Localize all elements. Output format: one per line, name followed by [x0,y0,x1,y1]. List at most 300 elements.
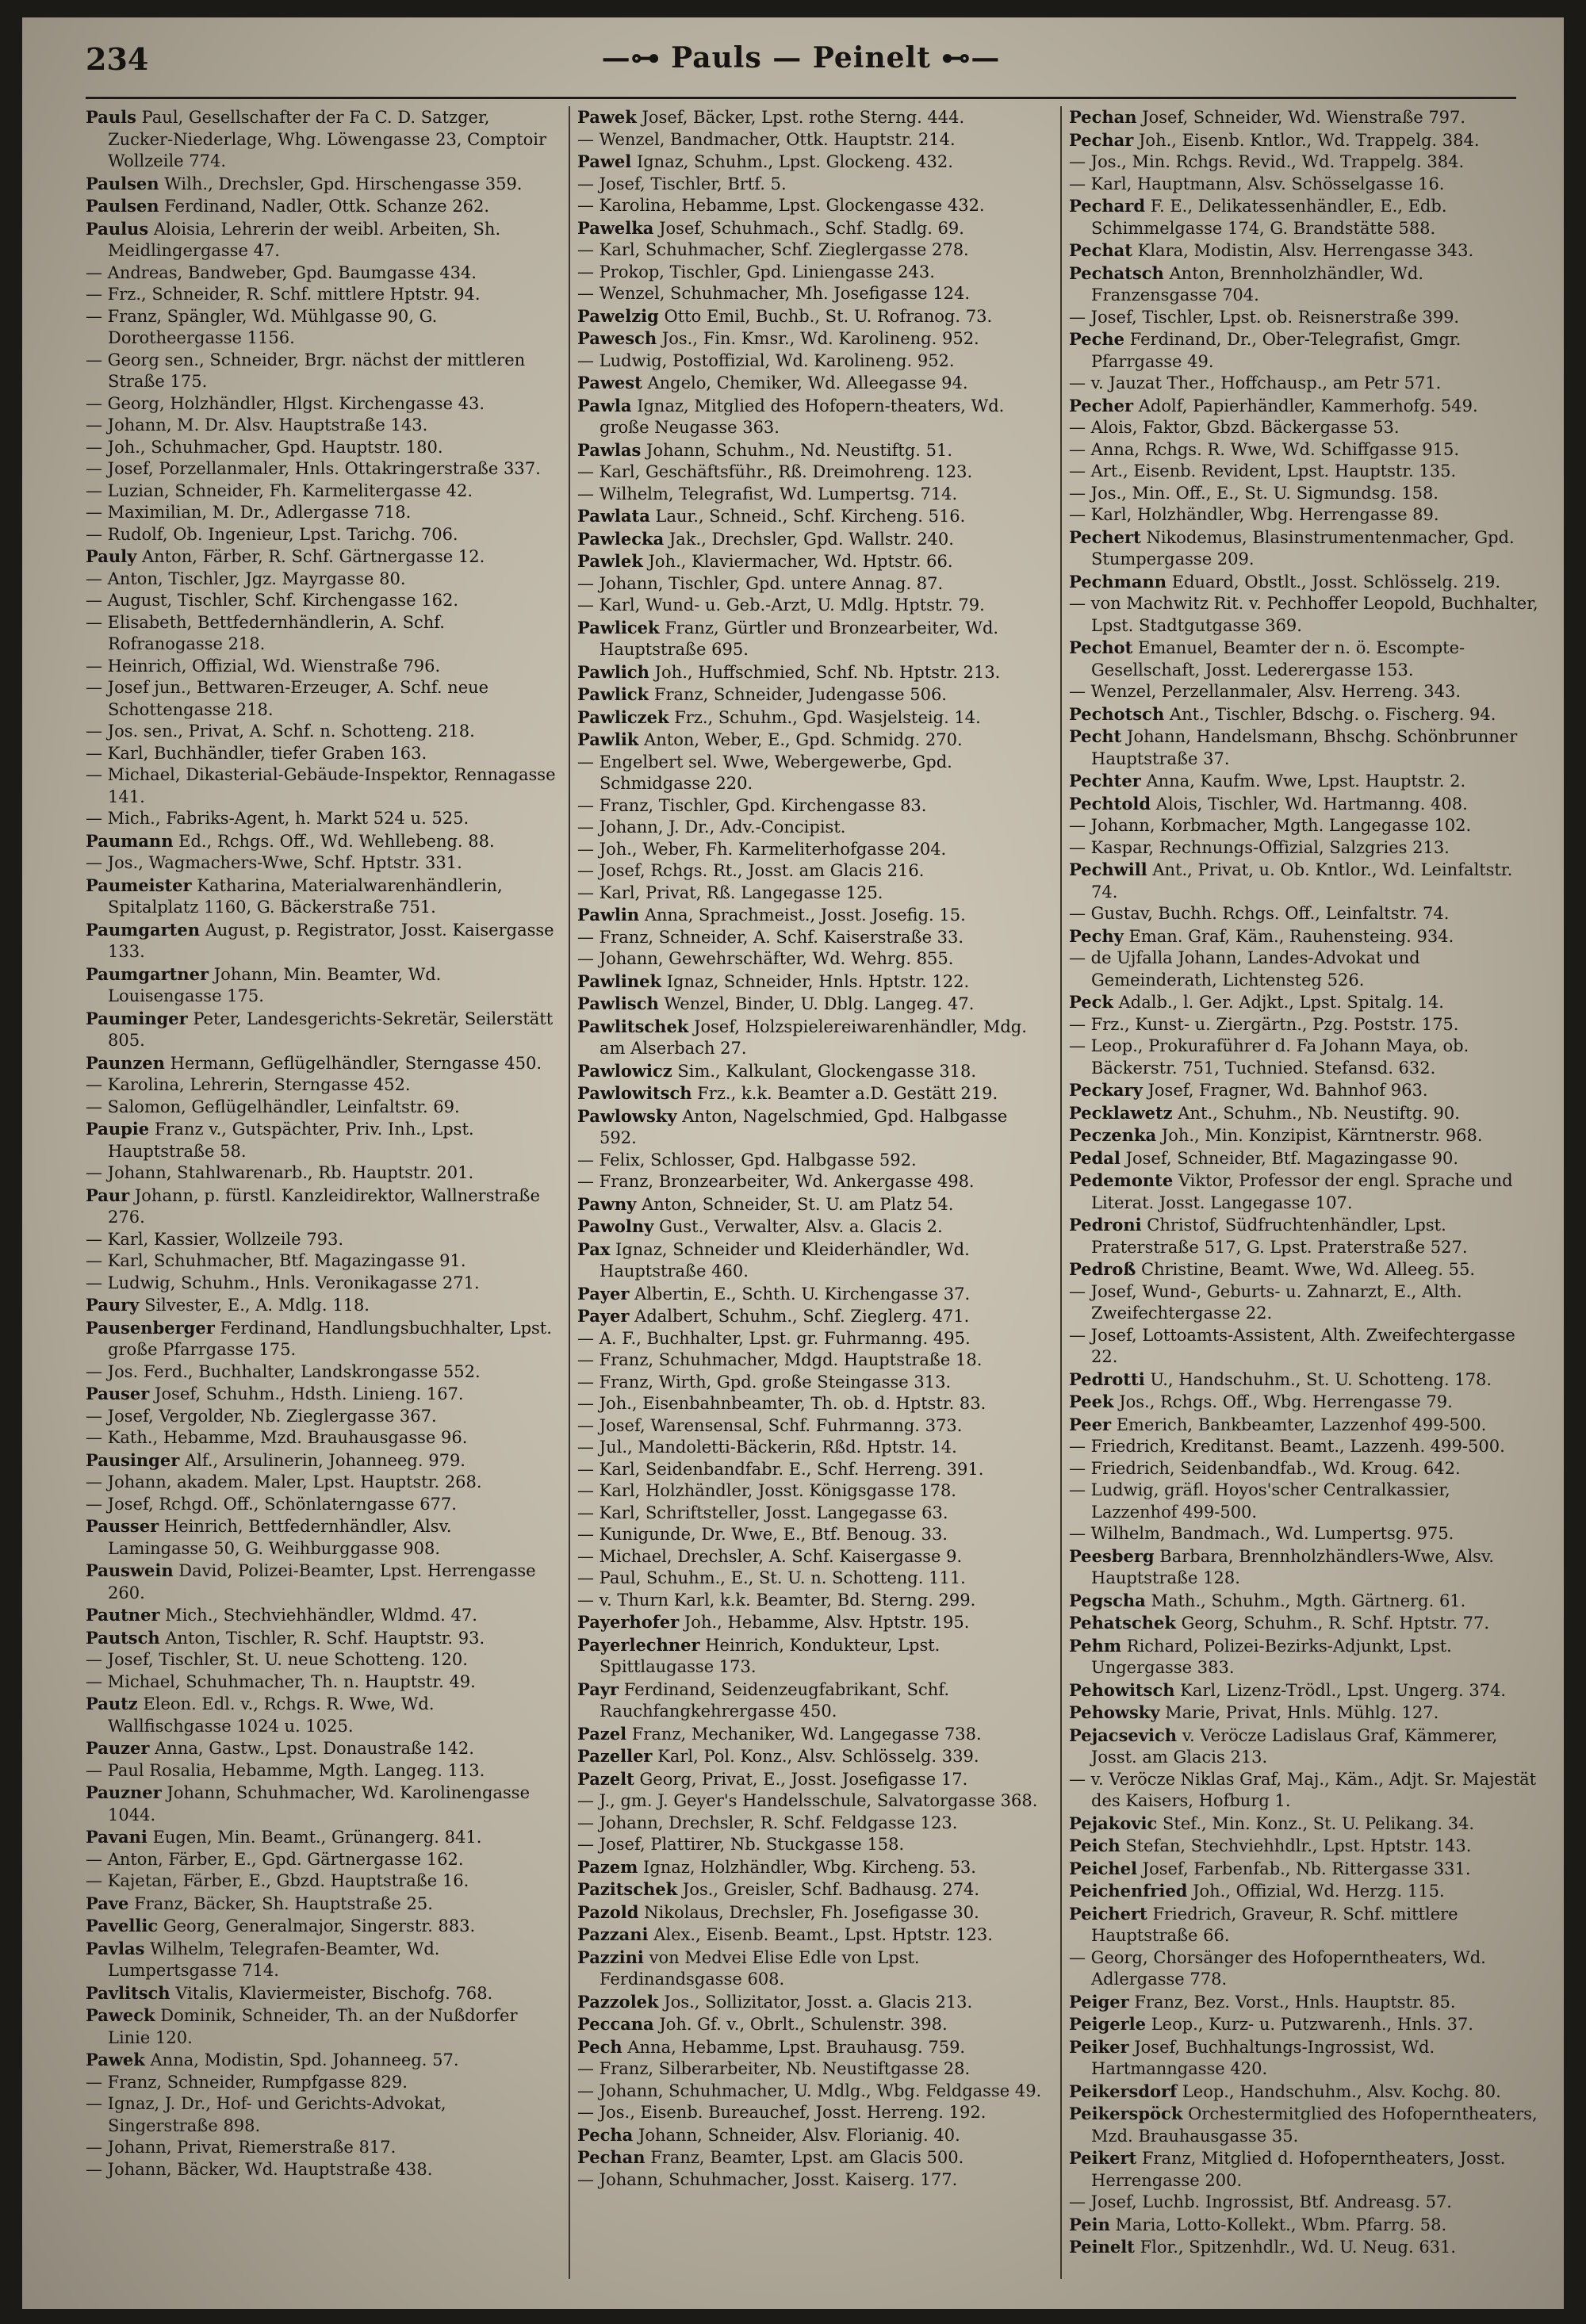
entry-details: — Jul., Mandoletti-Bäckerin, Rßd. Hptstr. 14. [577,1438,957,1457]
entry-details: — Franz, Tischler, Gpd. Kirchengasse 83. [577,795,927,815]
column-divider [569,106,570,2279]
entry-details: Ignaz, Schuhm., Lpst. Glockeng. 432. [636,152,953,171]
directory-entry [86,2049,557,2072]
entry-surname: Peinelt [1069,2237,1135,2257]
directory-entry [86,502,557,524]
directory-entry [577,1524,1048,1546]
directory-entry [577,1768,1048,1791]
directory-entry [86,480,557,503]
directory-entry [577,350,1048,373]
directory-entry [577,1790,1048,1813]
entry-surname: Peich [1069,1836,1121,1855]
directory-entry [577,2013,1048,2036]
entry-details: — Josef, Wund-, Geburts- u. Zahnarzt, E., Alth. Zweifechtergasse 22. [1069,1281,1462,1323]
directory-entry [86,1515,557,1560]
entry-details: — Johann, Privat, Riemerstraße 817. [86,2138,396,2157]
entry-surname: Pawelka [577,217,654,238]
entry-surname: Pawla [577,395,632,415]
directory-entry [577,1480,1048,1503]
entry-details: Hermann, Geflügelhändler, Sterngasse 450. [170,1053,542,1073]
directory-entry [1069,903,1540,925]
directory-entry [86,106,557,173]
entry-surname: Pawlecka [577,528,665,549]
entry-details: Alois, Tischler, Wd. Hartmanng. 408. [1155,794,1468,814]
directory-entry [1069,417,1540,439]
entry-details: Johann, Min. Beamter, Wd. Louisengasse 175. [108,964,442,1005]
entry-details: Franz, Mechaniker, Wd. Langegasse 738. [631,1724,982,1744]
entry-surname: Peche [1069,329,1125,349]
entry-details: Josef, Buchhaltungs-Ingrossist, Wd. Hartmanngasse 420. [1091,2037,1435,2078]
directory-entry [86,1627,557,1650]
entry-surname: Pazeller [577,1746,653,1766]
entry-details: Laur., Schneid., Schf. Kircheng. 516. [655,507,966,526]
entry-details: — Wenzel, Schuhmacher, Mh. Josefigasse 124. [577,284,971,303]
directory-entry [86,284,557,306]
entry-surname: Pehm [1069,1635,1122,1656]
entry-details: Richard, Polizei-Bezirks-Adjunkt, Lpst. Ungergasse 383. [1091,1636,1452,1677]
directory-entry [1069,1079,1540,1102]
directory-entry [1069,1325,1540,1369]
directory-entry [86,458,557,480]
running-title: —⊶ Pauls — Peinelt ⊷— [601,41,1001,75]
entry-details: — Heinrich, Offizial, Wd. Wienstraße 796. [86,656,441,676]
entry-surname: Peesberg [1069,1545,1155,1566]
directory-entry [1069,815,1540,837]
directory-entry [86,1870,557,1893]
directory-entry [1069,1702,1540,1725]
entry-details: — Friedrich, Kreditanst. Beamt., Lazzenh. 499-500. [1069,1437,1505,1456]
entry-surname: Pauzer [86,1738,150,1758]
directory-entry [1069,1124,1540,1147]
entry-surname: Pauly [86,546,137,566]
entry-details: — Karl, Schriftsteller, Josst. Langegasse 63. [577,1503,948,1522]
directory-entry [577,1216,1048,1239]
entry-details: Franz, Gürtler und Bronzearbeiter, Wd. Hauptstraße 695. [600,618,999,659]
directory-entry [577,2058,1048,2081]
entry-details: — Art., Eisenb. Revident, Lpst. Hauptstr. 135. [1069,461,1457,480]
entry-surname: Pazelt [577,1768,634,1789]
directory-entry [86,218,557,262]
entry-details: Eduard, Obstlt., Josst. Schlösselg. 219. [1171,572,1501,592]
entry-details: F. E., Delikatessenhändler, E., Edb. Schimmelgasse 174, G. Brandstätte 588. [1091,197,1447,238]
entry-details: — Rudolf, Ob. Ingenieur, Lpst. Tarichg. 706. [86,524,458,544]
directory-entry [1069,1414,1540,1437]
entry-details: — Georg, Holzhändler, Hlgst. Kirchengasse 43. [86,393,485,413]
entry-surname: Pechmann [1069,571,1167,592]
directory-entry [1069,504,1540,526]
entry-details: Anton, Brennholzhändler, Wd. Franzensgasse 704. [1091,263,1424,304]
directory-entry [86,764,557,808]
entry-surname: Pawel [577,151,632,171]
directory-entry [86,677,557,721]
directory-entry [1069,129,1540,152]
entry-surname: Pawest [577,373,642,392]
entry-surname: Pawelzig [577,305,659,326]
entry-details: Franz, Mitglied d. Hofoperntheaters, Josst. Herrengasse 200. [1091,2149,1506,2190]
entry-details: — Kath., Hebamme, Mzd. Brauhausgasse 96. [86,1428,468,1447]
entry-surname: Paupie [86,1119,150,1139]
entry-details: — Alois, Faktor, Gbzd. Bäckergasse 53. [1069,418,1400,437]
entry-surname: Pawlicek [577,617,660,637]
directory-entry [1069,1214,1540,1258]
directory-entry [1069,1590,1540,1613]
entry-details: Franz, Schneider, Judengasse 506. [653,685,947,704]
directory-entry [86,1693,557,1737]
entry-surname: Pawlick [577,684,649,704]
directory-entry [86,1427,557,1449]
entry-surname: Pedroni [1069,1215,1142,1235]
entry-details: — v. Thurn Karl, k.k. Beamter, Bd. Sterng. 299. [577,1590,976,1610]
directory-entry [86,1826,557,1849]
entry-details: Josef, Fragner, Wd. Bahnhof 963. [1147,1081,1428,1100]
directory-entry [1069,1835,1540,1858]
entry-details: — August, Tischler, Schf. Kirchengasse 162. [86,591,459,610]
directory-entry [86,1185,557,1229]
directory-entry [1069,925,1540,948]
entry-details: Johann, Handelsmann, Bhschg. Schönbrunner Hauptstraße 37. [1091,727,1518,768]
entry-details: Ferdinand, Nadler, Ottk. Schanze 262. [164,197,490,216]
entry-details: — Johann, Bäcker, Wd. Hauptstraße 438. [86,2159,433,2179]
entry-details: — Josef, Plattirer, Nb. Stuckgasse 158. [577,1835,905,1854]
entry-surname: Pechot [1069,637,1133,657]
entry-details: U., Handschuhm., St. U. Schotteng. 178. [1150,1369,1492,1389]
entry-surname: Peigerle [1069,2014,1147,2034]
directory-entry [577,948,1048,971]
entry-details: Ignaz, Schneider und Kleiderhändler, Wd. Hauptstraße 460. [600,1239,970,1281]
directory-entry [1069,1991,1540,2014]
entry-details: — Michael, Schuhmacher, Th. n. Hauptstr. 49. [86,1671,476,1691]
entry-details: — Karl, Schuhmacher, Schf. Zieglergasse 278. [577,240,969,259]
entry-surname: Paumgartner [86,963,209,984]
entry-details: — Ludwig, Schuhm., Hnls. Veronikagasse 271. [86,1273,480,1292]
directory-entry [86,1760,557,1782]
directory-entry [1069,681,1540,703]
directory-entry [86,2072,557,2094]
directory-entry [1069,1679,1540,1702]
directory-entry [577,1878,1048,1901]
entry-details: — Josef, Rchgd. Off., Schönlaterngasse 677. [86,1494,457,1514]
entry-details: — Maximilian, M. Dr., Adlergasse 718. [86,503,412,522]
entry-details: Adalbert, Schuhm., Schf. Zieglerg. 471. [634,1307,970,1326]
directory-entry [577,2036,1048,2059]
directory-entry [1069,461,1540,483]
entry-details: Josef, Schuhmach., Schf. Stadlg. 69. [659,218,964,238]
entry-surname: Pechwill [1069,860,1147,879]
entry-details: — Karl, Buchhändler, tiefer Graben 163. [86,743,427,763]
entry-surname: Pausser [86,1516,159,1536]
entry-details: Josef, Farbenfab., Nb. Rittergasse 331. [1142,1859,1471,1878]
directory-entry [86,590,557,612]
entry-details: — Salomon, Geflügelhändler, Leinfaltstr. 69. [86,1097,460,1116]
directory-entry [577,1082,1048,1105]
entry-surname: Pauswein [86,1560,174,1580]
directory-entry [86,1162,557,1185]
directory-entry [1069,703,1540,726]
entry-details: Anna, Kaufm. Wwe, Lpst. Hauptstr. 2. [1146,771,1466,791]
entry-details: Friedrich, Graveur, R. Schf. mittlere Hauptstraße 66. [1091,1904,1458,1945]
directory-entry [1069,328,1540,373]
entry-details: Joh., Min. Konzipist, Kärntnerstr. 968. [1161,1126,1483,1145]
entry-surname: Peer [1069,1414,1112,1434]
directory-entry [1069,395,1540,418]
directory-entry [1069,1813,1540,1836]
entry-details: Johann, Schuhmacher, Wd. Karolinengasse 1044. [108,1783,531,1824]
entry-details: — Josef, Lottoamts-Assistent, Alth. Zweifechtergasse 22. [1069,1325,1515,1366]
entry-details: — Anton, Tischler, Jgz. Mayrgasse 80. [86,569,406,588]
directory-entry [577,262,1048,284]
entry-details: Georg, Generalmajor, Singerstr. 883. [163,1916,476,1935]
entry-details: — Karolina, Lehrerin, Sterngasse 452. [86,1075,411,1094]
directory-entry [577,1350,1048,1372]
directory-entry [86,1472,557,1494]
entry-details: Maria, Lotto-Kollekt., Wbm. Pfarrg. 58. [1115,2215,1447,2234]
entry-surname: Peiger [1069,1991,1129,2012]
directory-entry [577,528,1048,551]
entry-details: — Andreas, Bandweber, Gpd. Baumgasse 434. [86,262,477,282]
entry-details: — Paul Rosalia, Hebamme, Mgth. Langeg. 113. [86,1760,485,1780]
entry-details: — Karl, Schuhmacher, Btf. Magazingasse 91. [86,1251,466,1270]
directory-entry [1069,2103,1540,2147]
entry-details: — Franz, Bronzearbeiter, Wd. Ankergasse 498. [577,1172,975,1191]
directory-entry [577,1546,1048,1568]
directory-entry [1069,1947,1540,1991]
directory-entry [1069,1014,1540,1036]
entry-details: Anna, Modistin, Spd. Johanneeg. 57. [150,2050,459,2069]
entry-surname: Pawek [577,107,637,127]
entry-surname: Pegscha [1069,1590,1146,1610]
directory-entry [577,305,1048,328]
entry-details: — Ludwig, gräfl. Hoyos'scher Centralkassier, Lazzenhof 499-500. [1069,1480,1450,1522]
entry-surname: Pavlitsch [86,1982,170,2003]
directory-entry [1069,262,1540,307]
entry-details: Nikolaus, Drechsler, Fh. Josefigasse 30. [644,1902,979,1922]
directory-entry [577,706,1048,729]
entry-surname: Pautner [86,1605,160,1625]
entry-surname: Pawek [86,2050,145,2069]
entry-details: Peter, Landesgerichts-Sekretär, Seilerstätt 805. [108,1009,554,1050]
directory-entry [86,262,557,285]
entry-surname: Pauzner [86,1782,162,1802]
entry-surname: Pazem [577,1856,638,1877]
directory-entry [86,2137,557,2159]
entry-surname: Pechy [1069,925,1124,946]
directory-entry [1069,1369,1540,1392]
entry-details: — Wenzel, Bandmacher, Ottk. Hauptstr. 214. [577,129,956,149]
entry-details: — Josef, Porzellanmaler, Hnls. Ottakringerstraße 337. [86,459,541,478]
entry-surname: Pedrotti [1069,1369,1145,1389]
directory-entry [86,1671,557,1694]
entry-details: Anton, Färber, R. Schf. Gärtnergasse 12. [141,547,485,566]
entry-surname: Pecher [1069,395,1134,415]
entry-details: Anton, Tischler, R. Schf. Hauptstr. 93. [165,1628,485,1648]
entry-surname: Pazzini [577,1947,644,1967]
directory-entry [1069,151,1540,174]
entry-surname: Pax [577,1239,611,1259]
directory-entry [577,795,1048,817]
entry-surname: Pautz [86,1694,138,1713]
directory-entry [1069,1147,1540,1170]
entry-details: Aloisia, Lehrerin der weibl. Arbeiten, Sh. Meidlingergasse 47. [108,219,501,260]
directory-entry [577,505,1048,528]
directory-entry [1069,174,1540,196]
directory-entry [86,1250,557,1273]
entry-details: Stef., Min. Konz., St. U. Pelikang. 34. [1163,1813,1475,1833]
directory-entry [1069,1725,1540,1769]
entry-surname: Pawlowsky [577,1105,677,1126]
directory-entry [86,743,557,765]
entry-surname: Pazitschek [577,1879,678,1899]
entry-details: Franz, Beamter, Lpst. am Glacis 500. [650,2148,964,2167]
directory-entry [577,1723,1048,1746]
directory-entry [86,1938,557,1982]
entry-surname: Pazzani [577,1924,649,1944]
directory-entry [577,1947,1048,1991]
entry-details: Ignaz, Schneider, Hnls. Hptstr. 122. [666,971,970,991]
entry-surname: Peiker [1069,2036,1129,2057]
entry-details: Barbara, Brennholzhändlers-Wwe, Alsv. Hauptstraße 128. [1091,1546,1494,1587]
directory-entry [86,546,557,569]
entry-details: — Gustav, Buchh. Rchgs. Off., Leinfaltstr. 74. [1069,904,1450,923]
entry-details: Mich., Stechviehhändler, Wldmd. 47. [165,1606,477,1625]
entry-details: Georg, Privat, E., Josst. Josefigasse 17. [639,1769,968,1789]
entry-details: Dominik, Schneider, Th. an der Nußdorfer Linie 120. [108,2006,518,2047]
entry-details: Vitalis, Klaviermeister, Bischofg. 768. [175,1983,493,2003]
entry-details: — Johann, Tischler, Gpd. untere Annag. 87. [577,573,944,593]
directory-page [22,17,1564,2309]
directory-entry [1069,1880,1540,1903]
directory-entry [1069,571,1540,594]
entry-surname: Pawolny [577,1216,654,1236]
entry-details: — Josef, Vergolder, Nb. Zieglergasse 367. [86,1406,437,1426]
directory-entry [1069,1612,1540,1635]
entry-details: — Franz, Wirth, Gpd. große Steingasse 313. [577,1372,952,1392]
directory-entry [577,2124,1048,2147]
entry-surname: Peikersdorf [1069,2081,1178,2101]
directory-entry [577,752,1048,795]
entry-surname: Paumann [86,830,174,851]
entry-details: Joh., Eisenb. Kntlor., Wd. Trappelg. 384. [1139,130,1480,150]
entry-surname: Pawlich [577,661,649,682]
directory-entry [86,1449,557,1472]
entry-details: — Johann, J. Dr., Adv.-Concipist. [577,817,846,837]
directory-entry [86,1074,557,1097]
entry-details: Joh. Gf. v., Obrlt., Schulenstr. 398. [659,2015,948,2034]
entry-surname: Pawlinek [577,971,662,991]
entry-details: — Leop., Prokuraführer d. Fa Johann Maya, ob. Bäckerstr. 751, Tuchnied. Stefansd. 632. [1069,1036,1469,1078]
directory-entry [86,721,557,743]
directory-entry [86,1649,557,1671]
entry-details: — Jos., Wagmachers-Wwe, Schf. Hptstr. 331. [86,853,462,872]
entry-surname: Pechotsch [1069,703,1165,724]
entry-surname: Pechert [1069,526,1141,547]
entry-details: — Georg sen., Schneider, Brgr. nächst der mittleren Straße 175. [86,350,526,391]
entry-details: Eman. Graf, Käm., Rauhensteing. 934. [1128,926,1454,946]
directory-entry [86,808,557,830]
entry-details: Sim., Kalkulant, Glockengasse 318. [677,1061,977,1081]
directory-entry [1069,373,1540,395]
entry-details: Jak., Drechsler, Gpd. Wallstr. 240. [668,529,954,549]
entry-details: — Michael, Dikasterial-Gebäude-Inspektor, Rennagasse 141. [86,765,556,806]
directory-entry [577,1503,1048,1525]
entry-details: Viktor, Professor der engl. Sprache und Literat. Josst. Langegasse 107. [1091,1171,1513,1212]
entry-surname: Payerhofer [577,1612,680,1632]
directory-entry [1069,2236,1540,2259]
directory-entry [577,839,1048,861]
directory-entry [577,904,1048,927]
entry-details: — Jos., Min. Rchgs. Revid., Wd. Trappelg. 384. [1069,152,1465,171]
entry-details: Jos., Fin. Kmsr., Wd. Karolineng. 952. [661,329,979,348]
directory-entry [1069,1545,1540,1590]
directory-entry [86,1560,557,1604]
entry-surname: Pausenberger [86,1317,215,1338]
entry-details: Stefan, Stechviehhdlr., Lpst. Hptstr. 143. [1125,1836,1472,1855]
directory-entry [86,173,557,196]
directory-entry [1069,726,1540,770]
directory-entry [577,927,1048,949]
directory-entry [1069,1769,1540,1813]
directory-entry [86,875,557,919]
entry-surname: Peczenka [1069,1125,1157,1145]
directory-entry [86,1383,557,1406]
entry-surname: Pawlin [577,905,640,925]
directory-entry [86,1982,557,2005]
directory-entry [1069,2081,1540,2104]
entry-surname: Pechan [1069,107,1137,127]
entry-details: — Wenzel, Perzellanmaler, Alsv. Herreng. 343. [1069,682,1461,701]
entry-surname: Pehowsky [1069,1702,1160,1722]
column-1 [86,106,557,2279]
entry-surname: Pawny [577,1193,637,1214]
entry-details: Georg, Schuhm., R. Schf. Hptstr. 77. [1181,1614,1490,1633]
directory-entry [577,1283,1048,1306]
entry-details: Leop., Handschuhm., Alsv. Kochg. 80. [1182,2081,1501,2101]
entry-details: Anna, Sprachmeist., Josst. Josefig. 15. [644,905,966,925]
entry-details: — Josef, Luchb. Ingrossist, Btf. Andreasg. 57. [1069,2192,1452,2211]
directory-entry [86,1915,557,1938]
entry-details: — de Ujfalla Johann, Landes-Advokat und Gemeinderath, Lichtensteg 526. [1069,948,1420,990]
directory-entry [86,437,557,459]
directory-entry [1069,859,1540,903]
entry-details: — Franz, Silberarbeiter, Nb. Neustiftgasse 28. [577,2059,971,2078]
directory-entry [577,1590,1048,1612]
entry-details: — Karl, Privat, Rß. Langegasse 125. [577,883,883,902]
entry-surname: Payerlechner [577,1634,700,1655]
entry-surname: Pawlek [577,551,643,571]
entry-details: Ant., Privat, u. Ob. Kntlor., Wd. Leinfaltstr. 74. [1091,860,1513,902]
entry-surname: Paunzen [86,1052,165,1073]
entry-details: Alex., Eisenb. Beamt., Lpst. Hptstr. 123. [653,1925,993,1944]
entry-details: — Anna, Rchgs. R. Wwe, Wd. Schiffgasse 915. [1069,439,1459,459]
directory-entry [577,1328,1048,1350]
directory-entry [86,1229,557,1251]
entry-details: — Joh., Weber, Fh. Karmeliterhofgasse 204. [577,839,947,859]
header-rule [86,97,1516,99]
entry-details: Emanuel, Beamter der n. ö. Escompte-Gesellschaft, Josst. Lederergasse 153. [1091,638,1465,680]
entry-details: — Mich., Fabriks-Agent, h. Markt 524 u. 525. [86,809,469,828]
entry-surname: Pawlata [577,506,650,526]
directory-entry [86,415,557,437]
entry-details: Ignaz, Holzhändler, Wbg. Kircheng. 53. [643,1857,976,1877]
directory-entry [577,993,1048,1016]
entry-surname: Peikert [1069,2148,1137,2168]
directory-entry [577,1239,1048,1283]
entry-surname: Pautsch [86,1627,160,1648]
directory-entry [577,573,1048,595]
entry-surname: Peck [1069,992,1113,1012]
entry-details: Franz v., Gutspächter, Priv. Inh., Lpst. Hauptstraße 58. [108,1120,474,1161]
entry-details: Heinrich, Bettfedernhändler, Alsv. Lamingasse 50, G. Weihburggasse 908. [108,1517,452,1558]
entry-details: — Michael, Drechsler, A. Schf. Kaisergasse 9. [577,1546,963,1566]
